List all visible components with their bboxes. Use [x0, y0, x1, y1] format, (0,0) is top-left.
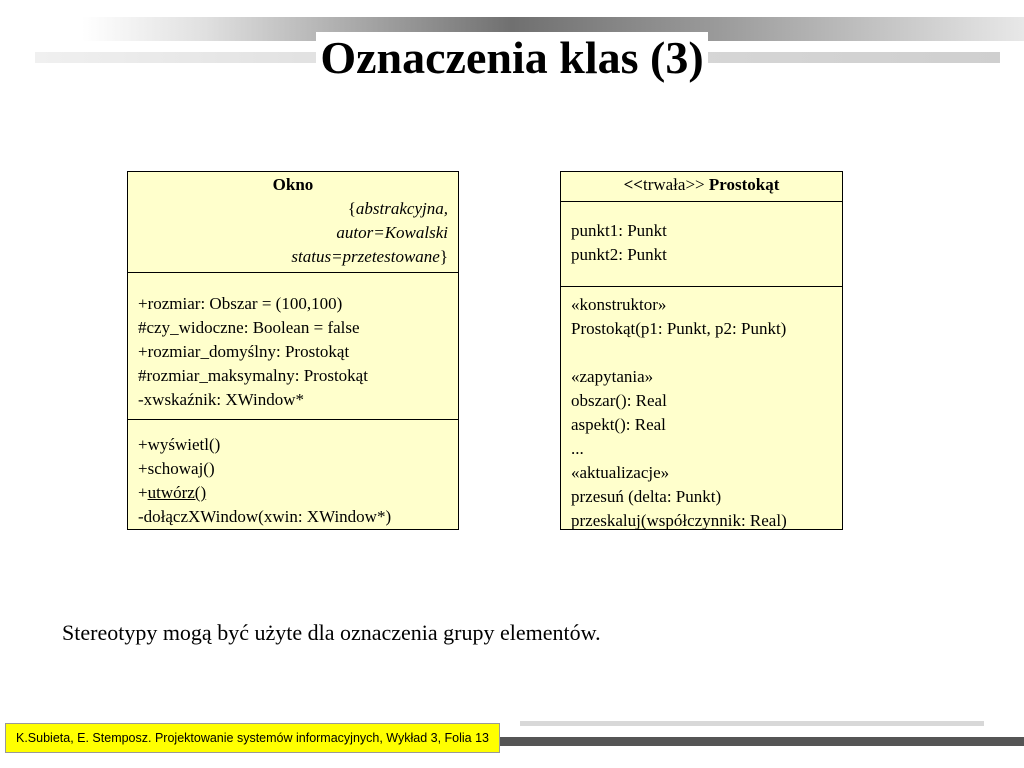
- class-okno-prop-line1: [138, 197, 448, 221]
- class-prostokat-header: [571, 173, 832, 197]
- operation-ellipsis: ...: [571, 439, 584, 458]
- stereotype-close: >>: [685, 175, 705, 194]
- footer-light-bar: [520, 721, 984, 726]
- operation: Prostokąt(p1: Punkt, p2: Punkt): [571, 319, 787, 338]
- stereotype-label: trwała: [642, 175, 686, 194]
- attribute: +rozmiar_domyślny: Prostokąt: [138, 342, 350, 361]
- class-okno-name-compartment: [128, 172, 458, 273]
- operation: -dołączXWindow(xwin: XWindow*): [138, 507, 392, 526]
- attribute: punkt1: Punkt: [571, 221, 667, 240]
- stereotype-group-header: «aktualizacje»: [571, 463, 670, 482]
- prop-close-brace: }: [439, 247, 448, 266]
- class-okno-operations: [128, 420, 458, 529]
- attribute: -xwskaźnik: XWindow*: [138, 390, 304, 409]
- class-prostokat-operations: [561, 287, 842, 533]
- class-okno-prop-line3: [138, 245, 448, 269]
- attribute: +rozmiar: Obszar = (100,100): [138, 294, 343, 313]
- stereotype-group-header: «zapytania»: [571, 367, 654, 386]
- stereotype-open: <<: [623, 175, 643, 194]
- attribute: #czy_widoczne: Boolean = false: [138, 318, 360, 337]
- attribute: #rozmiar_maksymalny: Prostokąt: [138, 366, 368, 385]
- class-prostokat-name: Prostokąt: [708, 175, 780, 194]
- class-okno-attributes: [128, 273, 458, 420]
- operation: przesuń (delta: Punkt): [571, 487, 722, 506]
- operation: przeskaluj(współczynnik: Real): [571, 511, 787, 530]
- operation-visibility: +: [138, 483, 148, 502]
- prop-abstract: abstrakcyjna,: [355, 199, 448, 218]
- class-okno-name: Okno: [272, 175, 314, 194]
- footer-dark-bar: [490, 737, 1024, 746]
- class-prostokat: [560, 171, 843, 530]
- operation: +schowaj(): [138, 459, 215, 478]
- slide-caption: Stereotypy mogą być użyte dla oznaczenia grupy elementów.: [62, 620, 601, 645]
- group-spacer: [571, 341, 832, 365]
- operation: +wyświetl(): [138, 435, 221, 454]
- operation: obszar(): Real: [571, 391, 667, 410]
- class-okno-prop-author: autor=Kowalski: [336, 223, 448, 242]
- class-prostokat-name-compartment: [561, 172, 842, 202]
- prop-open-brace: {: [347, 199, 356, 218]
- operation-static: [138, 481, 448, 505]
- footer-citation: K.Subieta, E. Stemposz. Projektowanie systemów informacyjnych, Wykład 3, Folia 13: [5, 723, 500, 753]
- slide-title: [0, 28, 1024, 88]
- class-prostokat-attributes: [561, 202, 842, 287]
- class-okno: [127, 171, 459, 530]
- stereotype-group-header: «konstruktor»: [571, 295, 667, 314]
- prop-status: status=przetestowane: [291, 247, 440, 266]
- operation: aspekt(): Real: [571, 415, 666, 434]
- slide-title-text: Oznaczenia klas (3): [316, 32, 707, 83]
- attribute: punkt2: Punkt: [571, 245, 667, 264]
- operation-name-underlined: utwórz(): [147, 483, 207, 502]
